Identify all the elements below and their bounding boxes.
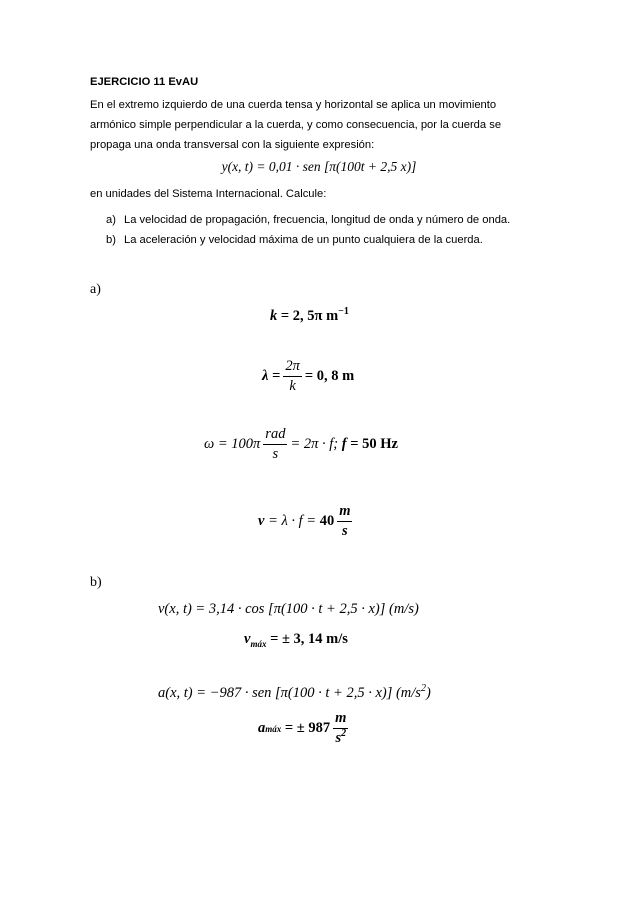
amax-unit-fraction bbox=[333, 710, 348, 747]
denominator-exponent: 2 bbox=[341, 728, 347, 739]
acceleration-expression: a(x, t) = −987 · sen [π(100 · t + 2,5 · x)] (m/s bbox=[158, 685, 421, 701]
amax-value: = ± 987 bbox=[284, 720, 331, 736]
velocity-equation bbox=[258, 503, 355, 540]
fraction-denominator bbox=[333, 729, 348, 747]
fraction-numerator: m bbox=[333, 710, 348, 729]
fraction-numerator: 2π bbox=[283, 358, 302, 377]
fraction-numerator: rad bbox=[263, 426, 287, 445]
k-exponent: −1 bbox=[338, 306, 349, 317]
vmax-subscript: máx bbox=[250, 639, 267, 649]
lambda-fraction bbox=[283, 358, 302, 395]
wave-expression: y(x, t) = 0,01 · sen [π(100t + 2,5 x)] bbox=[221, 159, 417, 174]
frequency-equation bbox=[204, 426, 398, 463]
question-list bbox=[106, 210, 510, 250]
question-label: a) bbox=[106, 214, 116, 226]
velocity-unit-fraction bbox=[337, 503, 352, 540]
v-symbol: v bbox=[258, 513, 265, 529]
wavelength-equation bbox=[262, 358, 354, 395]
statement-line: armónico simple perpendicular a la cuerda, y como consecuencia, por la cuerda se bbox=[90, 119, 502, 131]
frequency-value: = 50 Hz bbox=[350, 436, 398, 452]
acceleration-close: ) bbox=[425, 685, 431, 701]
section-a-label: a) bbox=[90, 282, 101, 297]
statement-line: propaga una onda transversal con la siguiente expresión: bbox=[90, 139, 375, 151]
section-b-label: b) bbox=[90, 575, 102, 590]
k-symbol: k bbox=[270, 308, 278, 324]
fraction-denominator: k bbox=[289, 378, 296, 394]
fraction-denominator: s bbox=[342, 523, 348, 539]
list-item bbox=[106, 230, 510, 250]
max-velocity-equation bbox=[244, 631, 348, 648]
list-item bbox=[106, 210, 510, 230]
velocity-relation: = λ · f = bbox=[268, 513, 317, 529]
fraction-denominator: s bbox=[272, 446, 279, 462]
amax-symbol: a bbox=[258, 720, 266, 736]
problem-statement bbox=[90, 95, 560, 155]
omega-lhs: ω = 100π bbox=[204, 436, 261, 452]
question-text: La aceleración y velocidad máxima de un punto cualquiera de la cuerda. bbox=[124, 234, 483, 246]
omega-relation: = 2π · f; bbox=[290, 436, 339, 452]
omega-unit-fraction bbox=[263, 426, 287, 463]
vmax-value: = ± 3, 14 m/s bbox=[270, 631, 348, 647]
statement-line: En el extremo izquierdo de una cuerda tensa y horizontal se aplica un movimiento bbox=[90, 99, 497, 111]
exercise-title: EJERCICIO 11 EvAU bbox=[90, 76, 199, 88]
f-symbol: f bbox=[341, 436, 347, 452]
lambda-lhs: λ = bbox=[262, 368, 281, 384]
question-label: b) bbox=[106, 234, 116, 246]
acceleration-unit-exponent: 2 bbox=[420, 683, 426, 694]
denominator-base: s bbox=[335, 730, 342, 746]
velocity-value: 40 bbox=[319, 513, 335, 529]
units-line: en unidades del Sistema Internacional. Calcule: bbox=[90, 188, 327, 200]
velocity-function: v(x, t) = 3,14 · cos [π(100 · t + 2,5 · x)] (m/s) bbox=[158, 601, 419, 617]
fraction-numerator: m bbox=[337, 503, 352, 522]
wave-number-equation bbox=[270, 308, 349, 325]
k-value: = 2, 5π m bbox=[280, 308, 339, 324]
vmax-symbol: v bbox=[244, 631, 251, 647]
question-text: La velocidad de propagación, frecuencia, longitud de onda y número de onda. bbox=[124, 214, 511, 226]
lambda-value: = 0, 8 m bbox=[304, 368, 355, 384]
acceleration-function bbox=[158, 685, 431, 702]
max-acceleration-equation: a máx = ± 987 $\frac{m}{s^2}$ bbox=[258, 710, 347, 746]
